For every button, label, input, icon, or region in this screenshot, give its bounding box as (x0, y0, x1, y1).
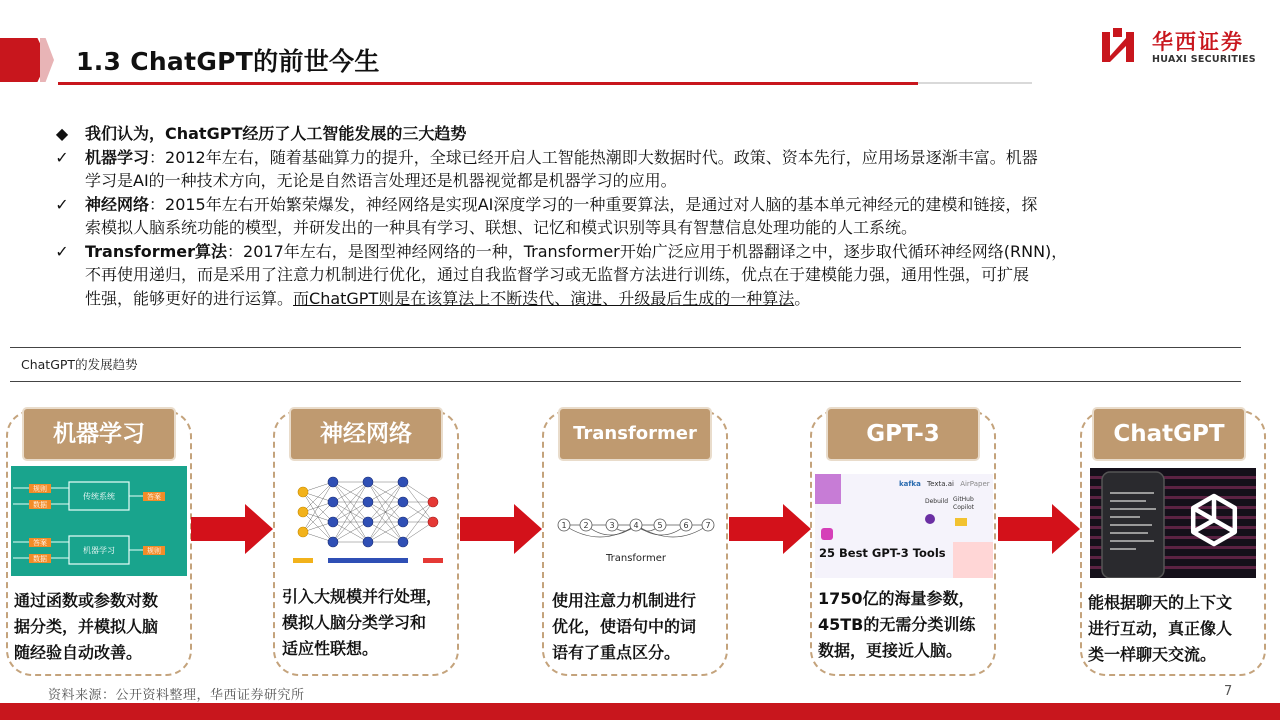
huaxi-logo-mark (1100, 28, 1140, 66)
ml-label-data-in-2: 数据 (33, 555, 47, 563)
neural-network-diagram (283, 468, 453, 572)
tool-logos (899, 480, 990, 488)
card-description (282, 584, 442, 662)
point-transformer-last (52, 287, 1202, 311)
card-description (552, 588, 696, 666)
transformer-graphic (552, 505, 720, 569)
machine-learning-diagram (11, 466, 187, 576)
caption-rule-bottom (10, 381, 1241, 382)
transformer-node: 7 (705, 521, 711, 530)
gpt3-badge-icon (821, 528, 833, 540)
point-text: 。 (794, 288, 811, 308)
point-neural-network-cont (52, 216, 1202, 240)
neural-network-graphic (283, 468, 453, 572)
point-neural-network (52, 193, 1202, 217)
transformer-label: Transformer (605, 553, 667, 564)
ml-label-answer-out: 答案 (147, 493, 161, 501)
card-title: 机器学习 (24, 409, 174, 459)
logo-text-en: HUAXI SECURITIES (1152, 54, 1256, 65)
ml-flow-graphic (11, 466, 187, 576)
transformer-diagram (552, 505, 720, 569)
gpt3-tools-image (815, 474, 993, 578)
check-icon: ✓ (55, 241, 69, 261)
footer-bar (0, 703, 1280, 720)
caption-rule-top (10, 347, 1241, 348)
desc-line: 能根据聊天的上下文 (1088, 593, 1233, 612)
logo-kafka: kafka (899, 480, 921, 488)
point-text: ：2017年左右，是图型神经网络的一种，Transformer开始广泛应用于机器翻译之中，逐步取代循环神经网络(RNN)， (227, 241, 1068, 261)
point-label: 神经网络 (85, 194, 150, 214)
card-description (1088, 590, 1232, 668)
point-text: ：2015年左右开始繁荣爆发，神经网络是实现AI深度学习的一种重要算法，是通过对人脑的基本单元神经元的建模和链接，探 (149, 194, 1038, 214)
desc-line: 优化，使语句中的词 (552, 617, 697, 636)
logo-airpaper: AirPaper (960, 480, 990, 488)
transformer-node: 5 (657, 521, 663, 530)
ml-label-rules-out: 规则 (147, 547, 161, 555)
diamond-bullet-icon: ◆ (55, 124, 69, 143)
transformer-node: 3 (609, 521, 615, 530)
card-title: ChatGPT (1094, 409, 1244, 459)
point-text: ：2012年左右，随着基础算力的提升，全球已经开启人工智能热潮即大数据时代。政策、资本先行，应用场景逐渐丰富。机器 (149, 147, 1038, 167)
arrow-right-icon (191, 504, 273, 554)
ml-label-rules-in: 规则 (33, 485, 47, 493)
header-accent-light (40, 38, 54, 82)
desc-line: 随经验自动改善。 (14, 643, 143, 662)
intro-line (52, 122, 1202, 146)
decor-pink (953, 542, 993, 578)
desc-line: 进行互动，真正像人 (1088, 619, 1233, 638)
point-machine-learning-cont (52, 169, 1202, 193)
card-title: Transformer (560, 409, 710, 459)
arrow-right-icon (998, 504, 1080, 554)
gpt3-headline: 25 Best GPT-3 Tools (819, 546, 946, 560)
huaxi-logo (1100, 26, 1260, 70)
point-text: 学习是AI的一种技术方向，无论是自然语言处理还是机器视觉都是机器学习的应用。 (85, 171, 677, 190)
point-label: 机器学习 (85, 147, 150, 167)
ml-label-machine-learning: 机器学习 (83, 546, 115, 555)
ml-label-data-in: 数据 (33, 501, 47, 509)
card-description (14, 588, 158, 666)
point-text: 性强，能够更好的进行运算。 (85, 288, 294, 308)
desc-line: 适应性联想。 (282, 639, 379, 658)
figure-caption: ChatGPT的发展趋势 (21, 357, 138, 372)
check-icon: ✓ (55, 147, 69, 167)
card-description (818, 586, 975, 664)
desc-line: 据分类，并模拟人脑 (14, 617, 159, 636)
transformer-node: 6 (683, 521, 689, 530)
title-underline (58, 82, 918, 85)
point-machine-learning (52, 146, 1202, 170)
arrow-right-icon (729, 504, 811, 554)
logo-texta: Texta.ai (927, 480, 954, 488)
logo-text-cn: 华西证券 (1152, 29, 1244, 54)
decor-purple (815, 474, 841, 504)
card-title: GPT-3 (828, 409, 978, 459)
point-text: 索模拟人脑系统功能的模型，并研发出的一种具有学习、联想、记忆和模式识别等具有智慧信息处理功能的人工系统。 (85, 218, 918, 237)
logo-copilot: GitHub Copilot (953, 496, 975, 511)
point-text: 不再使用递归，而是采用了注意力机制进行优化，通过自我监督学习或无监督方法进行训练，优点在于建模能力强，通用性强，可扩展 (85, 265, 1030, 284)
desc-line: 使用注意力机制进行 (552, 591, 697, 610)
title-underline-grey (918, 82, 1032, 84)
desc-line: 数据，更接近人脑。 (818, 641, 963, 660)
logo-dot-purple (925, 514, 935, 524)
chatgpt-phone-image (1090, 468, 1256, 578)
logo-dot-yellow (955, 518, 967, 526)
transformer-node: 4 (633, 521, 639, 530)
logo-debuild: Debuild (925, 498, 949, 505)
card-title: 神经网络 (291, 409, 441, 459)
point-label: Transformer算法 (85, 241, 228, 261)
check-icon: ✓ (55, 194, 69, 214)
page-title: 1.3 ChatGPT的前世今生 (76, 47, 380, 76)
ml-label-answer-in: 答案 (33, 539, 47, 547)
desc-line: 1750亿的海量参数， (818, 589, 975, 608)
desc-line: 引入大规模并行处理， (282, 587, 443, 606)
desc-line: 类一样聊天交流。 (1088, 645, 1217, 664)
chatgpt-highlight: 而ChatGPT则是在该算法上不断迭代、演进、升级最后生成的一种算法 (293, 288, 795, 308)
point-transformer (52, 240, 1202, 264)
ml-label-traditional: 传统系统 (83, 492, 115, 501)
summary-text (52, 122, 1202, 310)
desc-line: 模拟人脑分类学习和 (282, 613, 427, 632)
desc-line: 语有了重点区分。 (552, 643, 681, 662)
chatgpt-graphic (1090, 468, 1256, 578)
transformer-node: 2 (583, 521, 589, 530)
desc-line: 45TB的无需分类训练 (818, 615, 976, 634)
intro-text: 我们认为，ChatGPT经历了人工智能发展的三大趋势 (85, 124, 467, 143)
desc-line: 通过函数或参数对数 (14, 591, 159, 610)
source-note: 资料来源：公开资料整理，华西证券研究所 (48, 688, 305, 703)
transformer-node: 1 (561, 521, 567, 530)
arrow-right-icon (460, 504, 542, 554)
page-number: 7 (1224, 684, 1233, 699)
point-transformer-cont (52, 263, 1202, 287)
